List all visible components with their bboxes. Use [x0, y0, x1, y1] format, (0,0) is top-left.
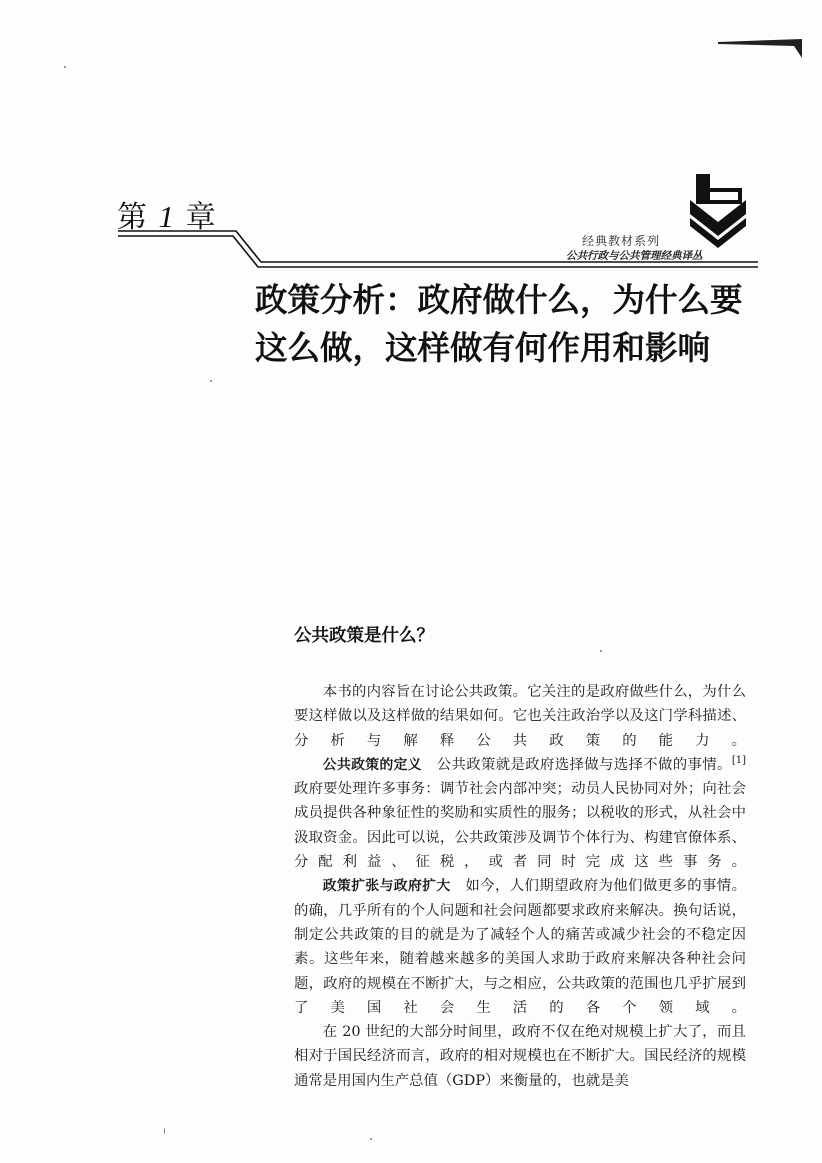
paragraph-text: 如今，人们期望政府为他们做更多的事情。的确，几乎所有的个人问题和社会问题都要求政府来解决。换句话说，制定公共政策的目的就是为了减轻个人的痛苦或减少社会的不稳定因素。这些年来，随着越来越多的美国人求助于政府来解决各种社会问题，政府的规模在不断扩大，与之相应，公共政策的范围也几乎扩展到了美国社会生活的各个领域。: [294, 878, 746, 1016]
chapter-title-line: 这么做，这样做有何作用和影响: [255, 329, 711, 367]
series-subtitle: 公共行政与公共管理经典译丛: [566, 250, 703, 262]
chapter-rule: [118, 222, 758, 272]
scan-edge-mark: [716, 36, 804, 62]
paragraph: [294, 753, 746, 874]
chapter-number: 1: [158, 199, 176, 234]
run-in-heading: 政策扩张与政府扩大: [322, 878, 451, 895]
footnote-ref: [1]: [731, 754, 746, 766]
run-in-heading: 公共政策的定义: [322, 756, 422, 773]
paragraph-text: 政府要处理许多事务：调节社会内部冲突；动员人民协同对外；向社会成员提供各种象征性的奖励和实质性的服务；以税收的形式，从社会中汲取资金。因此可以说，公共政策涉及调节个体行为、构建官僚体系、分配利益、征税，或者同时完成这些事务。: [294, 781, 746, 871]
body-text: [294, 680, 746, 1093]
paragraph: 在 20 世纪的大部分时间里，政府不仅在绝对规模上扩大了，而且相对于国民经济而言，政府的相对规模也在不断扩大。国民经济的规模通常是用国内生产总值（GDP）来衡量的，也就是美: [294, 1024, 746, 1089]
series-name: 经典教材系列: [582, 234, 661, 248]
series-logo-icon: [688, 170, 748, 248]
scan-speck: [64, 66, 66, 68]
scan-speck: [370, 1138, 372, 1140]
chapter-title: [255, 276, 775, 372]
chapter-label-prefix: 第: [117, 200, 148, 235]
scan-speck: [164, 1128, 165, 1134]
chapter-label-suffix: 章: [185, 200, 217, 235]
chapter-title-line: 政策分析：政府做什么，为什么要: [255, 281, 743, 319]
paragraph: 本书的内容旨在讨论公共政策。它关注的是政府做些什么，为什么要这样做以及这样做的结果如何。它也关注政治学以及这门学科描述、分析与解释公共政策的能力。: [294, 684, 746, 749]
scan-speck: [600, 650, 602, 652]
scan-speck: [210, 380, 212, 382]
paragraph: [294, 874, 746, 1020]
section-heading: 公共政策是什么？: [294, 626, 434, 646]
paragraph-text: 公共政策就是政府选择做与选择不做的事情。: [436, 756, 732, 773]
